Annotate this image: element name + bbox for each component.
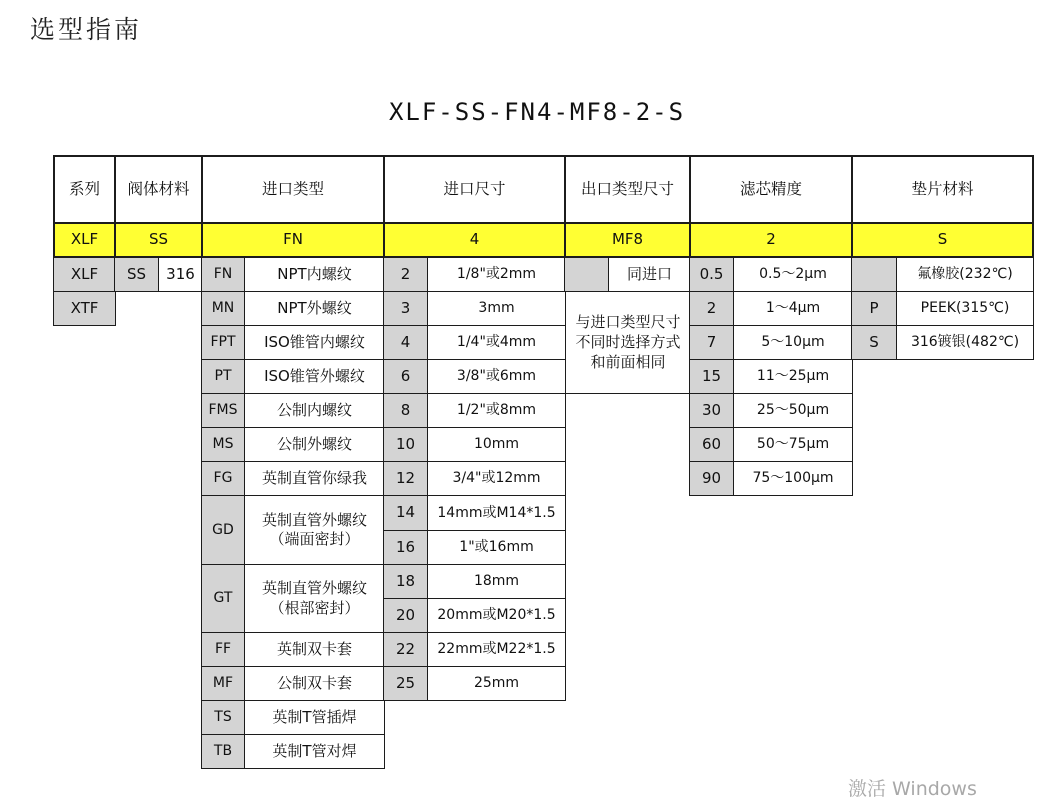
inlet-size-value: 1/4"或4mm xyxy=(427,325,566,360)
selected-series: XLF xyxy=(53,222,116,258)
inlet-type-name: 英制T管插焊 xyxy=(244,700,385,735)
inlet-type-name: 公制外螺纹 xyxy=(244,427,385,462)
selected-outlet: MF8 xyxy=(564,222,691,258)
inlet-type-code: TB xyxy=(201,734,245,769)
inlet-size-value: 3/4"或12mm xyxy=(427,461,566,496)
inlet-type-code: PT xyxy=(201,359,245,394)
inlet-type-name: 英制T管对焊 xyxy=(244,734,385,769)
inlet-size-value: 20mm或M20*1.5 xyxy=(427,598,566,633)
inlet-type-name: 英制双卡套 xyxy=(244,632,385,667)
inlet-type-code: FN xyxy=(201,257,245,292)
inlet-size-code: 4 xyxy=(383,325,428,360)
inlet-type-name: 英制直管外螺纹 （根部密封） xyxy=(244,564,385,633)
outlet-same-as-inlet: 同进口 xyxy=(608,257,691,292)
header-gasket-material: 垫片材料 xyxy=(851,155,1034,224)
precision-code: 2 xyxy=(689,291,734,326)
gasket-code xyxy=(851,257,897,292)
body-material-grade: 316 xyxy=(158,257,203,292)
inlet-type-code: MN xyxy=(201,291,245,326)
inlet-type-code: GT xyxy=(201,564,245,633)
inlet-size-code: 3 xyxy=(383,291,428,326)
inlet-size-value: 1/2"或8mm xyxy=(427,393,566,428)
gasket-name: 氟橡胶(232℃) xyxy=(896,257,1034,292)
inlet-type-code: MS xyxy=(201,427,245,462)
inlet-size-code: 8 xyxy=(383,393,428,428)
precision-code: 15 xyxy=(689,359,734,394)
inlet-type-name: ISO锥管内螺纹 xyxy=(244,325,385,360)
precision-range: 0.5～2μm xyxy=(733,257,853,292)
precision-code: 90 xyxy=(689,461,734,496)
precision-range: 50～75μm xyxy=(733,427,853,462)
precision-range: 5～10μm xyxy=(733,325,853,360)
inlet-type-name: 英制直管你绿我 xyxy=(244,461,385,496)
inlet-type-code: FG xyxy=(201,461,245,496)
header-inlet-size: 进口尺寸 xyxy=(383,155,566,224)
inlet-size-code: 2 xyxy=(383,257,428,292)
inlet-type-code: FMS xyxy=(201,393,245,428)
inlet-size-code: 22 xyxy=(383,632,428,667)
inlet-type-name: NPT外螺纹 xyxy=(244,291,385,326)
inlet-size-code: 10 xyxy=(383,427,428,462)
outlet-note: 与进口类型尺寸不同时选择方式和前面相同 xyxy=(575,312,681,372)
inlet-size-value: 3mm xyxy=(427,291,566,326)
selected-body-material: SS xyxy=(114,222,203,258)
gasket-name: PEEK(315℃) xyxy=(896,291,1034,326)
inlet-size-value: 3/8"或6mm xyxy=(427,359,566,394)
header-series: 系列 xyxy=(53,155,116,224)
inlet-type-code: FF xyxy=(201,632,245,667)
inlet-size-code: 16 xyxy=(383,530,428,565)
outlet-note-divider xyxy=(564,393,691,394)
precision-code: 60 xyxy=(689,427,734,462)
outlet-code-blank xyxy=(564,257,609,292)
precision-range: 75～100μm xyxy=(733,461,853,496)
inlet-size-code: 18 xyxy=(383,564,428,599)
inlet-type-name: 英制直管外螺纹 （端面密封） xyxy=(244,495,385,565)
inlet-size-value: 22mm或M22*1.5 xyxy=(427,632,566,667)
inlet-type-name: NPT内螺纹 xyxy=(244,257,385,292)
header-body-material: 阀体材料 xyxy=(114,155,203,224)
header-outlet-type-size: 出口类型尺寸 xyxy=(564,155,691,224)
windows-activation-watermark: 激活 Windows xyxy=(848,778,977,800)
precision-range: 25～50μm xyxy=(733,393,853,428)
inlet-size-value: 25mm xyxy=(427,666,566,701)
selected-gasket: S xyxy=(851,222,1034,258)
inlet-type-code: MF xyxy=(201,666,245,701)
page-title: 选型指南 xyxy=(30,15,143,44)
gasket-name: 316镀银(482℃) xyxy=(896,325,1034,360)
gasket-code: P xyxy=(851,291,897,326)
series-option: XLF xyxy=(53,257,116,292)
inlet-size-value: 14mm或M14*1.5 xyxy=(427,495,566,531)
inlet-size-code: 14 xyxy=(383,495,428,531)
selected-precision: 2 xyxy=(689,222,853,258)
inlet-size-code: 25 xyxy=(383,666,428,701)
inlet-size-value: 18mm xyxy=(427,564,566,599)
inlet-type-name: 公制内螺纹 xyxy=(244,393,385,428)
body-material-code: SS xyxy=(114,257,159,292)
inlet-type-name: 公制双卡套 xyxy=(244,666,385,701)
header-inlet-type: 进口类型 xyxy=(201,155,385,224)
precision-code: 7 xyxy=(689,325,734,360)
inlet-type-code: TS xyxy=(201,700,245,735)
inlet-size-code: 12 xyxy=(383,461,428,496)
inlet-type-code: GD xyxy=(201,495,245,565)
inlet-type-code: FPT xyxy=(201,325,245,360)
inlet-size-value: 1"或16mm xyxy=(427,530,566,565)
inlet-type-name: ISO锥管外螺纹 xyxy=(244,359,385,394)
selected-inlet-size: 4 xyxy=(383,222,566,258)
gasket-code: S xyxy=(851,325,897,360)
header-filter-precision: 滤芯精度 xyxy=(689,155,853,224)
precision-range: 11～25μm xyxy=(733,359,853,394)
precision-code: 30 xyxy=(689,393,734,428)
precision-code: 0.5 xyxy=(689,257,734,292)
inlet-size-value: 1/8"或2mm xyxy=(427,257,566,292)
selected-inlet-type: FN xyxy=(201,222,385,258)
series-option: XTF xyxy=(53,291,116,326)
precision-range: 1～4μm xyxy=(733,291,853,326)
inlet-size-value: 10mm xyxy=(427,427,566,462)
inlet-size-code: 20 xyxy=(383,598,428,633)
inlet-size-code: 6 xyxy=(383,359,428,394)
model-code: XLF-SS-FN4-MF8-2-S xyxy=(388,98,686,126)
